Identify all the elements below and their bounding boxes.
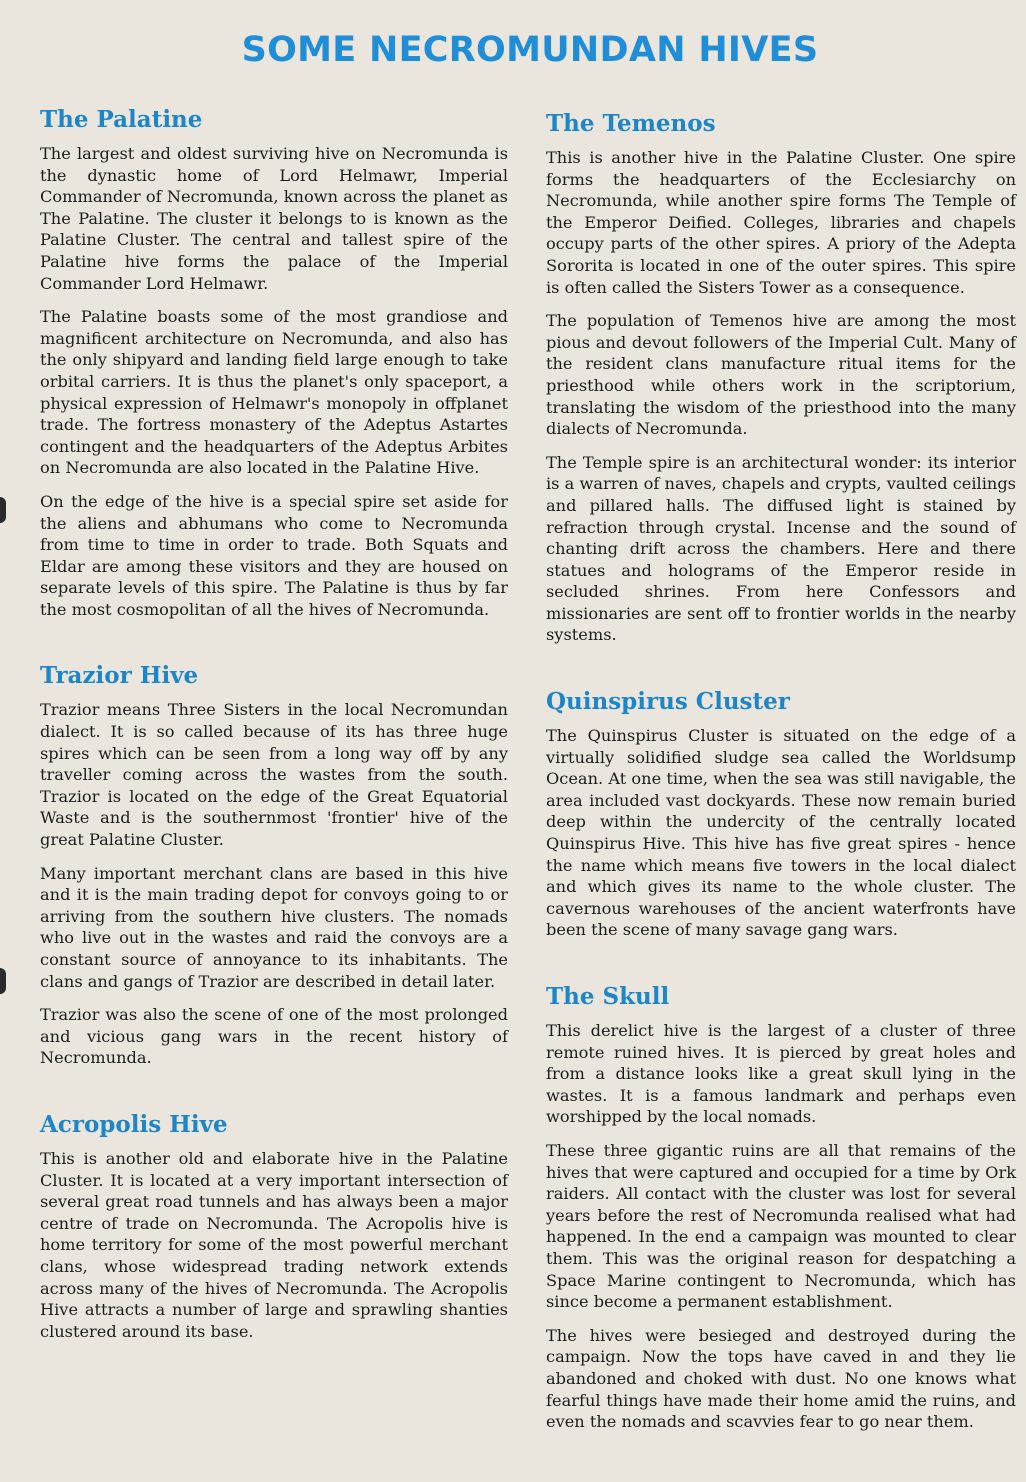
section-heading: Trazior Hive — [40, 662, 199, 690]
paragraph: Trazior means Three Sisters in the local Necromundan dialect. It is so called because of its has three huge spires which can be seen from a long way off by any traveller coming across the wastes from the south. Trazior is located on the edge of the Great Equatorial Waste and is the southernmost 'frontier' hive of the great Palatine Cluster. — [40, 700, 508, 850]
section-skull — [540, 983, 1016, 1433]
paragraph: The Quinspirus Cluster is situated on the edge of a virtually solidified sludge sea called the Worldsump Ocean. At one time, when the sea was still navigable, the area included vast dockyards. These now remain buried deep within the undercity of the centrally located Quinspirus Hive. This hive has five great spires - hence the name which means five towers in the local dialect and which gives its name to the whole cluster. The cavernous warehouses of the ancient waterfronts have been the scene of many savage gang wars. — [546, 726, 1016, 940]
section-heading: Quinspirus Cluster — [546, 688, 790, 716]
paragraph: On the edge of the hive is a special spire set aside for the aliens and abhumans who come to Necromunda from time to time in order to trade. Both Squats and Eldar are among these visitors and they are housed on separate levels of this spire. The Palatine is thus by far the most cosmopolitan of all the hives of Necromunda. — [40, 491, 508, 619]
paragraph: This derelict hive is the largest of a cluster of three remote ruined hives. It is pierced by great holes and from a distance looks like a great skull lying in the wastes. It is a famous landmark and perhaps even worshipped by the local nomads. — [546, 1021, 1016, 1127]
section-acropolis — [34, 1111, 508, 1342]
left-column — [34, 106, 508, 1354]
paragraph: Trazior was also the scene of one of the most prolonged and vicious gang wars in the recent history of Necromunda. — [40, 1005, 508, 1068]
paragraph: The population of Temenos hive are among the most pious and devout followers of the Imperial Cult. Many of the resident clans manufacture ritual items for the priesthood while others work in the scriptorium, translating the wisdom of the priesthood into the many dialects of Necromunda. — [546, 311, 1016, 439]
paragraph: The largest and oldest surviving hive on Necromunda is the dynastic home of Lord Helmawr, Imperial Commander of Necromunda, known across the planet as The Palatine. The cluster it belongs to is known as the Palatine Cluster. The central and tallest spire of the Palatine hive forms the palace of the Imperial Commander Lord Helmawr. — [40, 144, 508, 293]
page-title: SOME NECROMUNDAN HIVES — [241, 30, 819, 70]
section-quinspirus — [540, 688, 1016, 941]
paragraph: The hives were besieged and destroyed during the campaign. Now the tops have caved in and they lie abandoned and choked with dust. No one knows what fearful things have made their home amid the ruins, and even the nomads and scavvies fear to go near them. — [546, 1325, 1016, 1432]
section-heading: The Palatine — [40, 106, 203, 133]
section-temenos — [540, 110, 1016, 646]
paragraph: The Palatine boasts some of the most grandiose and magnificent architecture on Necromunda, and also has the only shipyard and landing field large enough to take orbital carriers. It is thus the planet's only spaceport, a physical expression of Helmawr's monopoly in offplanet trade. The fortress monastery of the Adeptus Astartes contingent and the headquarters of the Adeptus Arbites on Necromunda are also located in the Palatine Hive. — [40, 307, 508, 478]
binding-mark — [0, 497, 6, 523]
section-trazior — [34, 662, 508, 1069]
paragraph: Many important merchant clans are based in this hive and it is the main trading depot for convoys going to or arriving from the southern hive clusters. The nomads who live out in the wastes and raid the convoys are a constant source of annoyance to its inhabitants. The clans and gangs of Trazior are described in detail later. — [40, 863, 508, 991]
section-heading: The Skull — [546, 983, 670, 1010]
section-heading: Acropolis Hive — [40, 1110, 228, 1138]
paragraph: This is another hive in the Palatine Cluster. One spire forms the headquarters of the Ecclesiarchy on Necromunda, while another spire forms The Temple of the Emperor Deified. Colleges, libraries and chapels occupy parts of the other spires. A priory of the Adepta Sororita is located in one of the outer spires. This spire is often called the Sisters Tower as a consequence. — [546, 148, 1016, 297]
paragraph: The Temple spire is an architectural wonder: its interior is a warren of naves, chapels and crypts, vaulted ceilings and pillared halls. The diffused light is stained by refraction through crystal. Incense and the sound of chanting drift across the chambers. Here and there statues and holograms of the Emperor reside in secluded shrines. From here Confessors and missionaries are sent off to frontier worlds in the nearby systems. — [546, 452, 1016, 645]
paragraph: This is another old and elaborate hive in the Palatine Cluster. It is located at a very important intersection of several great road tunnels and has always been a major centre of trade on Necromunda. The Acropolis hive is home territory for some of the most powerful merchant clans, whose widespread trading network extends across many of the hives of Necromunda. The Acropolis Hive attracts a number of large and sprawling shanties clustered around its base. — [40, 1148, 508, 1341]
paragraph: These three gigantic ruins are all that remains of the hives that were captured and occupied for a time by Ork raiders. All contact with the cluster was lost for several years before the rest of Necromunda realised what had happened. In the end a campaign was mounted to clear them. This was the original reason for despatching a Space Marine contingent to Necromunda, which has since become a permanent establishment. — [546, 1140, 1016, 1312]
section-heading: The Temenos — [546, 110, 716, 137]
binding-mark — [0, 968, 6, 994]
right-column — [540, 110, 1016, 1445]
section-palatine — [34, 106, 508, 620]
